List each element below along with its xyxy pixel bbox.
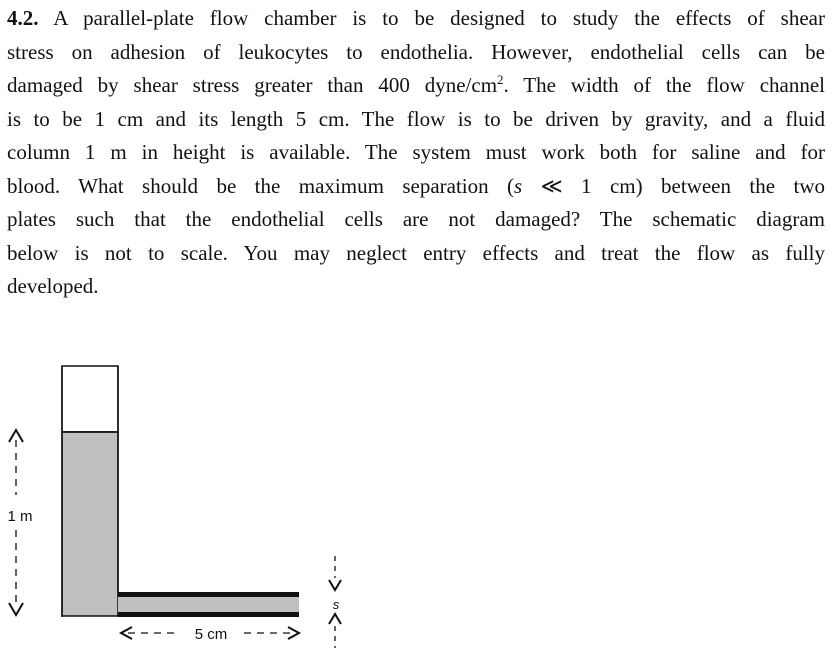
bottom-plate (118, 612, 299, 617)
top-plate (118, 592, 299, 597)
gap-arrow-up-icon (329, 614, 341, 624)
problem-line-7: plates such that the endothelial cells are not damaged? The schematic diagram (7, 207, 825, 231)
problem-line-8: below is not to scale. You may neglect entry effects and treat the flow as fully (7, 240, 825, 265)
problem-line-5: column 1 m in height is available. The system must work both for saline and for (7, 140, 825, 164)
problem-line-3: damaged by shear stress greater than 400 dyne/$cm^2$. The width of the flow channel (7, 72, 825, 97)
superscript-2: 2 (497, 72, 504, 87)
problem-line-9: developed. (7, 274, 99, 298)
flow-chamber-schematic (0, 340, 833, 663)
height-arrow-down-icon (9, 603, 23, 615)
length-label: 5 cm (194, 626, 228, 643)
problem-line-6: blood. What should be the maximum separation (s ≪ 1 cm) between the two (7, 173, 825, 198)
problem-line-1: 4.2. A parallel-plate flow chamber is to be designed to study the effects of shear (7, 6, 825, 30)
problem-line-2: stress on adhesion of leukocytes to endothelia. However, endothelial cells can be (7, 39, 825, 64)
column-empty-region (62, 366, 118, 432)
separation-symbol: s (514, 173, 523, 198)
gap-arrow-down-icon (329, 580, 341, 590)
gap-label: s (332, 597, 340, 612)
fluid-column (62, 432, 118, 616)
problem-text (7, 2, 825, 304)
problem-number: 4.2. (7, 6, 39, 30)
problem-line-4: is to be 1 cm and its length 5 cm. The flow is to be driven by gravity, and a fluid (7, 106, 825, 131)
height-label: 1 m (7, 508, 33, 525)
